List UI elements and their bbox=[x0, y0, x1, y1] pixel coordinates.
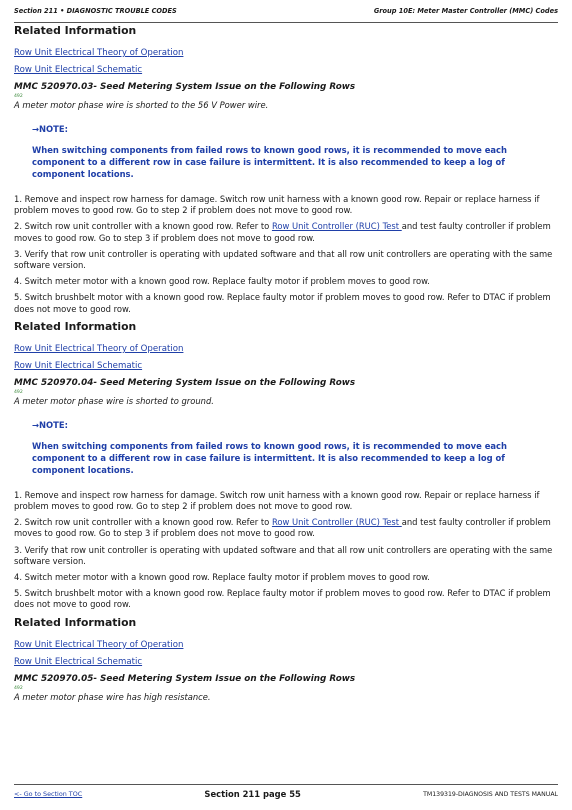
electrical-schematic-link[interactable]: Row Unit Electrical Schematic bbox=[14, 656, 143, 667]
step-2-text-b: and test faulty controller if problem moves to good row. Go to step 3 if problem does not move to good row. bbox=[14, 517, 551, 539]
related-info-heading: Related Information bbox=[14, 319, 137, 333]
dtc-title: MMC 520970.04- Seed Metering System Issue on the Following Rows bbox=[14, 377, 356, 388]
note-label: →NOTE: bbox=[32, 419, 68, 430]
dtc-ref-number: 492 bbox=[14, 389, 23, 395]
dtc-description: A meter motor phase wire has high resistance. bbox=[14, 691, 211, 702]
related-info-heading: Related Information bbox=[14, 24, 137, 37]
dtc-block-2 bbox=[14, 320, 554, 611]
theory-of-operation-link[interactable]: Row Unit Electrical Theory of Operation bbox=[14, 48, 184, 58]
page-number: Section 211 page 55 bbox=[204, 789, 301, 799]
step-5: 5. Switch brushbelt motor with a known good row. Replace faulty motor if problem moves to good row. Refer to DTAC if problem does not move to good row. bbox=[14, 588, 551, 610]
page-header bbox=[14, 7, 558, 23]
step-2-text-b: and test faulty controller if problem moves to good row. Go to step 3 if problem does not move to good row. bbox=[14, 221, 551, 243]
step-2-text-a: 2. Switch row unit controller with a known good row. Refer to bbox=[14, 221, 272, 232]
dtc-title: MMC 520970.03- Seed Metering System Issue on the Following Rows bbox=[14, 82, 356, 92]
page-content bbox=[14, 24, 554, 703]
step-5: 5. Switch brushbelt motor with a known good row. Replace faulty motor if problem moves to good row. Refer to DTAC if problem does not move to good row. bbox=[14, 292, 551, 314]
step-3: 3. Verify that row unit controller is operating with updated software and that all row unit controllers are operating with the same software version. bbox=[14, 544, 553, 566]
related-info-heading: Related Information bbox=[14, 615, 137, 629]
dtc-block-3 bbox=[14, 616, 554, 703]
electrical-schematic-link[interactable]: Row Unit Electrical Schematic bbox=[14, 360, 143, 371]
step-1: 1. Remove and inspect row harness for damage. Switch row unit harness with a known good row. Repair or replace harness if problem moves to good row. Go to step 2 if problem does not move to good row. bbox=[14, 194, 540, 216]
step-2-text-a: 2. Switch row unit controller with a known good row. Refer to bbox=[14, 517, 272, 528]
step-2 bbox=[14, 517, 554, 539]
step-list bbox=[14, 490, 554, 611]
note-text: When switching components from failed rows to known good rows, it is recommended to move each component to a different row in case failure is intermittent. It is also recommended to keep a log of component locations. bbox=[32, 145, 507, 179]
note-box bbox=[32, 124, 554, 180]
dtc-ref-number: 492 bbox=[14, 94, 23, 99]
step-2 bbox=[14, 221, 554, 243]
dtc-title: MMC 520970.05- Seed Metering System Issue on the Following Rows bbox=[14, 673, 356, 684]
theory-of-operation-link[interactable]: Row Unit Electrical Theory of Operation bbox=[14, 343, 184, 354]
step-3: 3. Verify that row unit controller is operating with updated software and that all row unit controllers are operating with the same software version. bbox=[14, 248, 553, 271]
note-label: →NOTE: bbox=[32, 124, 68, 134]
header-section: Section 211 • DIAGNOSTIC TROUBLE CODES bbox=[14, 7, 177, 15]
ruc-test-link[interactable]: Row Unit Controller (RUC) Test bbox=[271, 517, 402, 528]
step-1: 1. Remove and inspect row harness for damage. Switch row unit harness with a known good row. Repair or replace harness if problem moves to good row. Go to step 2 if problem does not move to good row. bbox=[14, 489, 540, 512]
dtc-description: A meter motor phase wire is shorted to the 56 V Power wire. bbox=[14, 100, 269, 110]
step-4: 4. Switch meter motor with a known good row. Replace faulty motor if problem moves to good row. bbox=[14, 276, 430, 287]
step-4: 4. Switch meter motor with a known good row. Replace faulty motor if problem moves to good row. bbox=[14, 572, 430, 583]
header-group: Group 10E: Meter Master Controller (MMC) Codes bbox=[373, 7, 558, 15]
step-list bbox=[14, 194, 554, 315]
section-toc-link[interactable]: <- Go to Section TOC bbox=[14, 790, 83, 798]
dtc-ref-number: 492 bbox=[14, 685, 23, 691]
page-footer bbox=[14, 784, 558, 803]
note-text: When switching components from failed rows to known good rows, it is recommended to move each component to a different row in case failure is intermittent. It is also recommended to keep a log of component locations. bbox=[32, 440, 507, 475]
electrical-schematic-link[interactable]: Row Unit Electrical Schematic bbox=[14, 65, 143, 75]
manual-id: TM139319-DIAGNOSIS AND TESTS MANUAL bbox=[423, 790, 558, 798]
dtc-block-1 bbox=[14, 24, 554, 315]
theory-of-operation-link[interactable]: Row Unit Electrical Theory of Operation bbox=[14, 639, 184, 650]
dtc-description: A meter motor phase wire is shorted to ground. bbox=[14, 395, 214, 406]
note-box bbox=[32, 420, 554, 476]
ruc-test-link[interactable]: Row Unit Controller (RUC) Test bbox=[271, 221, 402, 232]
